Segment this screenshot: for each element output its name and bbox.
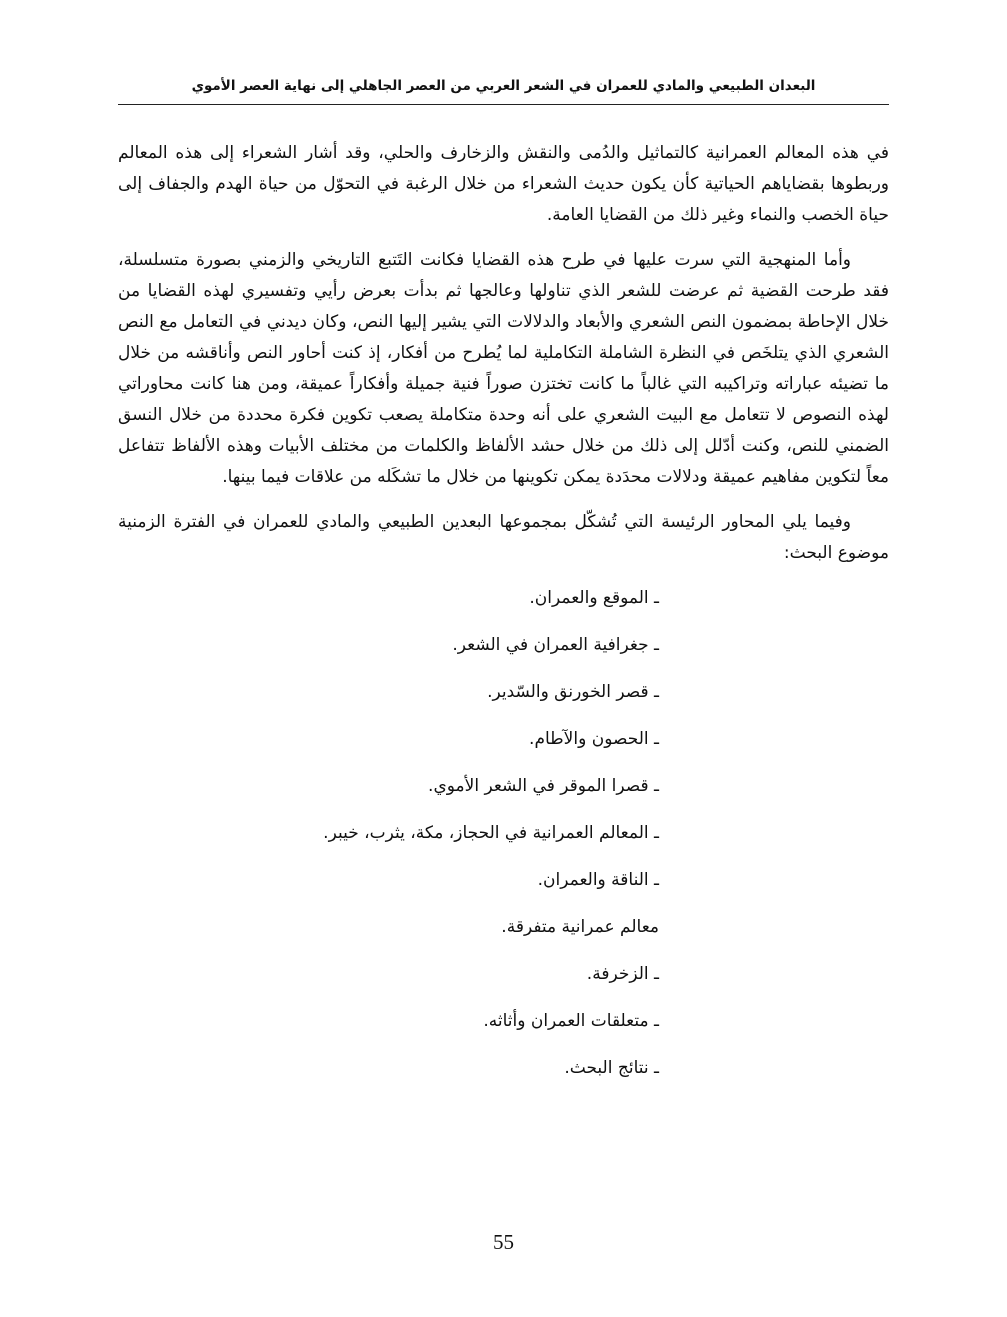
list-item: ـ المعالم العمرانية في الحجاز، مكة، يثرب، خيبر. <box>323 823 659 843</box>
research-topics-list <box>118 583 889 1084</box>
paragraph: وفيما يلي المحاور الرئيسة التي تُشكّل بمجموعها البعدين الطبيعي والمادي للعمران في الفترة الزمنية موضوع البحث: <box>118 512 889 563</box>
list-item: معالم عمرانية متفرقة. <box>501 917 659 937</box>
list-item: ـ جغرافية العمران في الشعر. <box>452 635 659 655</box>
paragraph: وأما المنهجية التي سرت عليها في طرح هذه القضايا فكانت التَتبع التاريخي والزمني بصورة متسلسلة، فقد طرحت القضية ثم عرضت للشعر الذي تناولها وعالجها ثم بدأت بعرض رأيي وتفسيري لهذه القضايا من خلال الإحاطة بمضمون النص الشعري والأبعاد والدلالات التي يشير إليها النص، وكان ديدني في التعامل مع النص الشعري الذي يتلخَص في النظرة الشاملة التكاملية لما يُطرح من أفكار، إذ كنت أحاور النص وأناقشه من خلال ما تضيئه عباراته وتراكيبه التي غالباً ما كانت تختزن صوراً فنية جميلة وأفكاراً عميقة، ومن هنا كانت محاوراتي لهذه النصوص لا تتعامل مع البيت الشعري على أنه وحدة متكاملة يصعب تكوين فكرة محددة من خلال النسق الضمني للنص، وكنت أدّلل إلى ذلك من خلال حشد الألفاظ والكلمات من مختلف الأبيات وهذه الألفاظ تتفاعل معاً لتكوين مفاهيم عميقة ودلالات محدَدة يمكن تكوينها من خلال ما تشكَله من علاقات فيما بينها. <box>118 250 889 487</box>
list-item: ـ الزخرفة. <box>586 964 659 984</box>
body-text <box>118 138 889 1100</box>
paragraph: في هذه المعالم العمرانية كالتماثيل والدُمى والنقش والزخارف والحلي، وقد أشار الشعراء إلى هذه المعالم وربطوها بقضاياهم الحياتية كأن يكون حديث الشعراء من خلال الرغبة في التحوّل من حياة الهدم والجفاف إلى حياة الخصب والنماء وغير ذلك من القضايا العامة. <box>118 143 889 225</box>
list-item: ـ قصرا الموقر في الشعر الأموي. <box>428 776 659 796</box>
running-header: البعدان الطبيعي والمادي للعمران في الشعر العربي من العصر الجاهلي إلى نهاية العصر الأموي <box>191 78 816 94</box>
list-item: ـ متعلقات العمران وأثاثه. <box>483 1011 659 1031</box>
list-item: ـ الناقة والعمران. <box>537 870 659 890</box>
list-item: ـ قصر الخورنق والسّدير. <box>487 682 659 702</box>
header-divider <box>118 104 889 105</box>
list-item: ـ الموقع والعمران. <box>529 588 659 608</box>
list-item: ـ الحصون والآطام. <box>529 729 659 749</box>
list-item: ـ نتائج البحث. <box>564 1058 659 1078</box>
page-number: 55 <box>493 1230 514 1254</box>
